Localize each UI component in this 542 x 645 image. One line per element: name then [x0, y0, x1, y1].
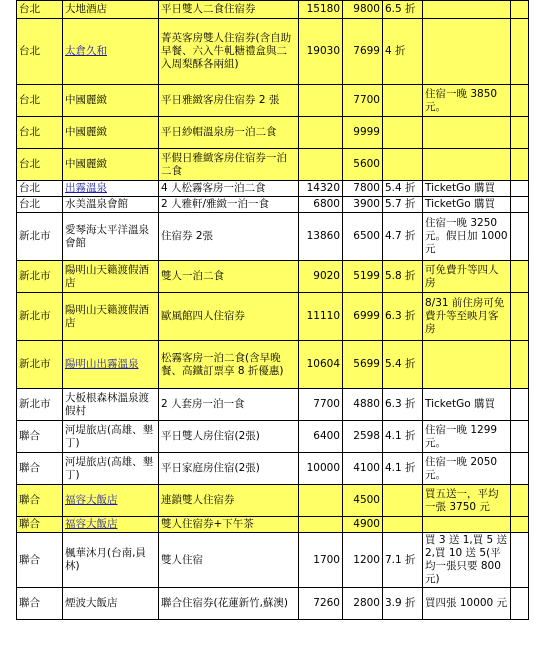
item-cell: [159, 85, 299, 117]
region-cell: [17, 1, 63, 19]
item-text: 平日雙人房住宿(2張): [161, 430, 260, 442]
price-cell: [299, 213, 343, 261]
hotel-name: 福容大飯店: [65, 518, 118, 530]
region-text: 聯合: [19, 597, 40, 609]
note-text: 買四張 10000 元: [425, 597, 508, 609]
note-cell: [423, 117, 511, 149]
end-cell: [511, 261, 529, 293]
end-cell: [511, 389, 529, 421]
end-cell: [511, 421, 529, 453]
note-cell: [423, 1, 511, 19]
discount-cell: [383, 533, 423, 588]
sale-text: 2800: [353, 597, 380, 609]
discount-cell: [383, 117, 423, 149]
table-row: [17, 261, 529, 293]
discount-text: 4.1 折: [385, 462, 416, 474]
discount-cell: [383, 85, 423, 117]
item-text: 連鎖雙人住宿券: [161, 494, 235, 506]
price-cell: [299, 389, 343, 421]
region-text: 台北: [19, 45, 40, 57]
hotel-name: 水美溫泉會館: [65, 198, 128, 210]
region-cell: [17, 293, 63, 341]
end-cell: [511, 181, 529, 197]
price-cell: [299, 341, 343, 389]
sale-cell: [343, 485, 383, 517]
sale-cell: [343, 533, 383, 588]
end-cell: [511, 485, 529, 517]
hotel-name: 中國麗緻: [65, 126, 107, 138]
region-text: 台北: [19, 3, 40, 15]
sale-cell: [343, 85, 383, 117]
hotel-cell: [63, 261, 159, 293]
discount-cell: [383, 213, 423, 261]
price-cell: [299, 261, 343, 293]
note-cell: [423, 588, 511, 620]
note-cell: [423, 261, 511, 293]
hotel-cell: [63, 453, 159, 485]
item-text: 平假日雅緻客房住宿券一泊二食: [161, 151, 287, 177]
discount-cell: [383, 588, 423, 620]
region-text: 新北市: [19, 310, 51, 322]
price-cell: [299, 293, 343, 341]
price-text: 14320: [306, 182, 340, 194]
item-text: 菁英客房雙人住宿券(含自助早餐、六入牛軋糖禮盒與二入周梨酥各兩組): [161, 32, 292, 70]
region-text: 聯合: [19, 430, 40, 442]
hotel-cell: [63, 19, 159, 85]
price-text: 13860: [306, 230, 340, 242]
hotel-cell: [63, 85, 159, 117]
price-text: 6800: [313, 198, 340, 210]
item-text: 2 人雅軒/雅緻一泊一食: [161, 198, 270, 210]
price-text: 15180: [306, 3, 340, 15]
note-cell: [423, 293, 511, 341]
sale-text: 7800: [353, 182, 380, 194]
region-cell: [17, 261, 63, 293]
region-cell: [17, 453, 63, 485]
price-text: 7260: [313, 597, 340, 609]
discount-text: 5.4 折: [385, 358, 416, 370]
sale-cell: [343, 453, 383, 485]
note-text: 買 3 送 1,買 5 送 2,買 10 送 5(平均一張只要 800 元): [425, 534, 508, 585]
table-row: [17, 149, 529, 181]
region-cell: [17, 181, 63, 197]
hotel-name: 煙波大飯店: [65, 597, 118, 609]
price-text: 10000: [306, 462, 340, 474]
hotel-name: 中國麗緻: [65, 94, 107, 106]
hotel-cell: [63, 341, 159, 389]
table-row: [17, 421, 529, 453]
note-cell: [423, 453, 511, 485]
region-cell: [17, 421, 63, 453]
table-row: [17, 453, 529, 485]
sale-cell: [343, 389, 383, 421]
item-text: 平日家庭房住宿(2張): [161, 462, 260, 474]
discount-cell: [383, 453, 423, 485]
hotel-cell: [63, 213, 159, 261]
region-text: 聯合: [19, 518, 40, 530]
sale-cell: [343, 293, 383, 341]
discount-text: 4.7 折: [385, 230, 416, 242]
discount-cell: [383, 293, 423, 341]
note-text: 住宿一晚 3250 元。假日加 1000 元: [425, 217, 508, 255]
item-cell: [159, 1, 299, 19]
region-text: 聯合: [19, 553, 40, 566]
sale-text: 4880: [353, 398, 380, 410]
discount-text: 3.9 折: [385, 597, 416, 609]
discount-text: 5.7 折: [385, 198, 416, 210]
sale-text: 3900: [353, 198, 380, 210]
hotel-name: 楓華沐月(台南,員林): [65, 547, 146, 572]
discount-text: 4 折: [385, 45, 406, 57]
region-text: 聯合: [19, 494, 40, 506]
region-cell: [17, 19, 63, 85]
item-cell: [159, 485, 299, 517]
table-row: [17, 389, 529, 421]
end-cell: [511, 213, 529, 261]
sale-text: 5699: [353, 358, 380, 370]
table-row: [17, 85, 529, 117]
region-cell: [17, 389, 63, 421]
hotel-name: 河堤旅店(高雄、墾丁): [65, 423, 154, 449]
sale-text: 1200: [353, 553, 380, 566]
note-cell: [423, 181, 511, 197]
sale-text: 6500: [353, 230, 380, 242]
sale-text: 9800: [353, 3, 380, 15]
hotel-name: 陽明山出霧溫泉: [65, 358, 139, 370]
hotel-cell: [63, 197, 159, 213]
discount-cell: [383, 389, 423, 421]
discount-text: 4.1 折: [385, 430, 416, 442]
note-text: 住宿一晚 3850 元。: [425, 87, 498, 113]
item-cell: [159, 517, 299, 533]
region-text: 新北市: [19, 398, 51, 410]
sale-text: 4100: [353, 462, 380, 474]
region-cell: [17, 533, 63, 588]
sale-text: 7699: [353, 45, 380, 57]
sale-cell: [343, 1, 383, 19]
price-text: 7700: [313, 398, 340, 410]
price-text: 10604: [306, 358, 340, 370]
discount-text: 6.5 折: [385, 3, 416, 15]
sale-cell: [343, 421, 383, 453]
hotel-cell: [63, 389, 159, 421]
region-cell: [17, 149, 63, 181]
table-row: [17, 341, 529, 389]
end-cell: [511, 517, 529, 533]
price-text: 9020: [313, 270, 340, 282]
sale-text: 4500: [353, 494, 380, 506]
item-text: 歐風館四人住宿券: [161, 310, 245, 322]
note-cell: [423, 19, 511, 85]
discount-cell: [383, 421, 423, 453]
note-cell: [423, 421, 511, 453]
sale-text: 9999: [353, 126, 380, 138]
item-text: 平日雅緻客房住宿券 2 張: [161, 94, 280, 106]
price-cell: [299, 149, 343, 181]
end-cell: [511, 533, 529, 588]
price-cell: [299, 85, 343, 117]
note-text: TicketGo 購買: [425, 198, 495, 210]
price-text: 1700: [313, 553, 340, 566]
hotel-cell: [63, 485, 159, 517]
price-text: 19030: [306, 45, 340, 57]
hotel-cell: [63, 181, 159, 197]
price-cell: [299, 19, 343, 85]
discount-cell: [383, 341, 423, 389]
note-cell: [423, 389, 511, 421]
table-row: [17, 588, 529, 620]
end-cell: [511, 1, 529, 19]
discount-cell: [383, 261, 423, 293]
region-cell: [17, 341, 63, 389]
note-text: 住宿一晚 2050 元。: [425, 455, 498, 481]
item-text: 雙人一泊二食: [161, 270, 224, 282]
item-cell: [159, 181, 299, 197]
note-cell: [423, 485, 511, 517]
discount-cell: [383, 149, 423, 181]
hotel-name: 中國麗緻: [65, 158, 107, 170]
region-text: 台北: [19, 158, 40, 170]
end-cell: [511, 85, 529, 117]
discount-text: 6.3 折: [385, 398, 416, 410]
price-cell: [299, 197, 343, 213]
sale-text: 5199: [353, 270, 380, 282]
end-cell: [511, 341, 529, 389]
table-row: [17, 1, 529, 19]
region-cell: [17, 197, 63, 213]
price-cell: [299, 117, 343, 149]
region-cell: [17, 117, 63, 149]
item-text: 雙人住宿: [161, 553, 203, 566]
table-row: [17, 117, 529, 149]
note-cell: [423, 85, 511, 117]
region-cell: [17, 213, 63, 261]
hotel-cell: [63, 117, 159, 149]
hotel-cell: [63, 421, 159, 453]
hotel-name: 太倉久和: [65, 45, 107, 57]
item-text: 聯合住宿券(花蓮新竹,蘇澳): [161, 597, 289, 609]
end-cell: [511, 588, 529, 620]
sale-text: 6999: [353, 310, 380, 322]
sale-text: 7700: [353, 94, 380, 106]
note-text: 買五送一，平均一張 3750 元: [425, 487, 499, 513]
table-row: [17, 197, 529, 213]
item-cell: [159, 293, 299, 341]
region-text: 新北市: [19, 270, 51, 282]
region-text: 台北: [19, 126, 40, 138]
sale-cell: [343, 149, 383, 181]
sale-cell: [343, 117, 383, 149]
price-cell: [299, 421, 343, 453]
note-cell: [423, 517, 511, 533]
sale-cell: [343, 261, 383, 293]
note-text: TicketGo 購買: [425, 398, 495, 410]
discount-cell: [383, 1, 423, 19]
hotel-name: 陽明山天籟渡假酒店: [65, 263, 149, 289]
region-cell: [17, 588, 63, 620]
region-text: 新北市: [19, 230, 51, 242]
sale-cell: [343, 588, 383, 620]
hotel-name: 大地酒店: [65, 3, 107, 15]
region-text: 台北: [19, 182, 40, 194]
end-cell: [511, 19, 529, 85]
item-cell: [159, 19, 299, 85]
table-row: [17, 533, 529, 588]
item-cell: [159, 389, 299, 421]
sale-cell: [343, 181, 383, 197]
hotel-name: 愛琴海太平洋溫泉會館: [65, 223, 149, 249]
region-text: 聯合: [19, 462, 40, 474]
price-text: 11110: [306, 310, 340, 322]
note-cell: [423, 149, 511, 181]
hotel-cell: [63, 293, 159, 341]
item-cell: [159, 117, 299, 149]
hotel-name: 福容大飯店: [65, 494, 118, 506]
note-cell: [423, 533, 511, 588]
hotel-name: 河堤旅店(高雄、墾丁): [65, 455, 154, 481]
discount-cell: [383, 19, 423, 85]
sale-cell: [343, 517, 383, 533]
price-cell: [299, 533, 343, 588]
hotel-name: 出霧溫泉: [65, 182, 107, 194]
price-cell: [299, 1, 343, 19]
note-text: 8/31 前住房可免費升等至映月客房: [425, 297, 505, 335]
price-cell: [299, 453, 343, 485]
end-cell: [511, 453, 529, 485]
discount-text: 7.1 折: [385, 553, 416, 566]
sale-cell: [343, 213, 383, 261]
price-cell: [299, 588, 343, 620]
hotel-name: 陽明山天籟渡假酒店: [65, 303, 149, 329]
item-cell: [159, 453, 299, 485]
sale-text: 5600: [353, 158, 380, 170]
item-cell: [159, 588, 299, 620]
discount-cell: [383, 181, 423, 197]
hotel-cell: [63, 1, 159, 19]
discount-cell: [383, 197, 423, 213]
item-text: 雙人住宿券+下午茶: [161, 518, 254, 530]
table-row: [17, 19, 529, 85]
hotel-cell: [63, 517, 159, 533]
table-row: [17, 213, 529, 261]
discount-text: 5.4 折: [385, 182, 416, 194]
price-cell: [299, 485, 343, 517]
item-cell: [159, 197, 299, 213]
region-text: 新北市: [19, 358, 51, 370]
sale-cell: [343, 197, 383, 213]
sale-text: 2598: [353, 430, 380, 442]
discount-cell: [383, 485, 423, 517]
end-cell: [511, 117, 529, 149]
note-text: 住宿一晚 1299 元。: [425, 423, 498, 449]
region-cell: [17, 85, 63, 117]
discount-text: 6.3 折: [385, 310, 416, 322]
sale-cell: [343, 341, 383, 389]
discount-cell: [383, 517, 423, 533]
note-cell: [423, 197, 511, 213]
item-text: 平日紗帽溫泉房一泊二食: [161, 126, 277, 138]
item-text: 2 人套房一泊一食: [161, 398, 245, 410]
item-text: 松霧客房一泊二食(含早晚餐、高鐵訂票享 8 折優惠): [161, 351, 284, 377]
note-cell: [423, 341, 511, 389]
table-row: [17, 517, 529, 533]
item-cell: [159, 421, 299, 453]
region-text: 台北: [19, 94, 40, 106]
item-text: 平日雙人二食住宿券: [161, 3, 256, 15]
price-cell: [299, 517, 343, 533]
end-cell: [511, 197, 529, 213]
table-row: [17, 485, 529, 517]
table-row: [17, 181, 529, 197]
item-cell: [159, 149, 299, 181]
note-text: 可免費升等四人房: [425, 263, 499, 289]
hotel-cell: [63, 149, 159, 181]
hotel-cell: [63, 533, 159, 588]
note-cell: [423, 213, 511, 261]
hotel-name: 大板根森林溫泉渡假村: [65, 391, 149, 417]
price-cell: [299, 181, 343, 197]
region-cell: [17, 485, 63, 517]
hotel-cell: [63, 588, 159, 620]
sale-cell: [343, 19, 383, 85]
item-cell: [159, 341, 299, 389]
table-row: [17, 293, 529, 341]
price-text: 6400: [313, 430, 340, 442]
region-text: 台北: [19, 198, 40, 210]
item-cell: [159, 213, 299, 261]
item-cell: [159, 261, 299, 293]
discount-text: 5.8 折: [385, 270, 416, 282]
end-cell: [511, 293, 529, 341]
note-text: TicketGo 購買: [425, 182, 495, 194]
item-text: 4 人松霧客房一泊二食: [161, 182, 266, 194]
hotel-voucher-table: [16, 0, 529, 620]
item-cell: [159, 533, 299, 588]
item-text: 住宿券 2張: [161, 230, 214, 242]
region-cell: [17, 517, 63, 533]
sale-text: 4900: [353, 518, 380, 530]
end-cell: [511, 149, 529, 181]
